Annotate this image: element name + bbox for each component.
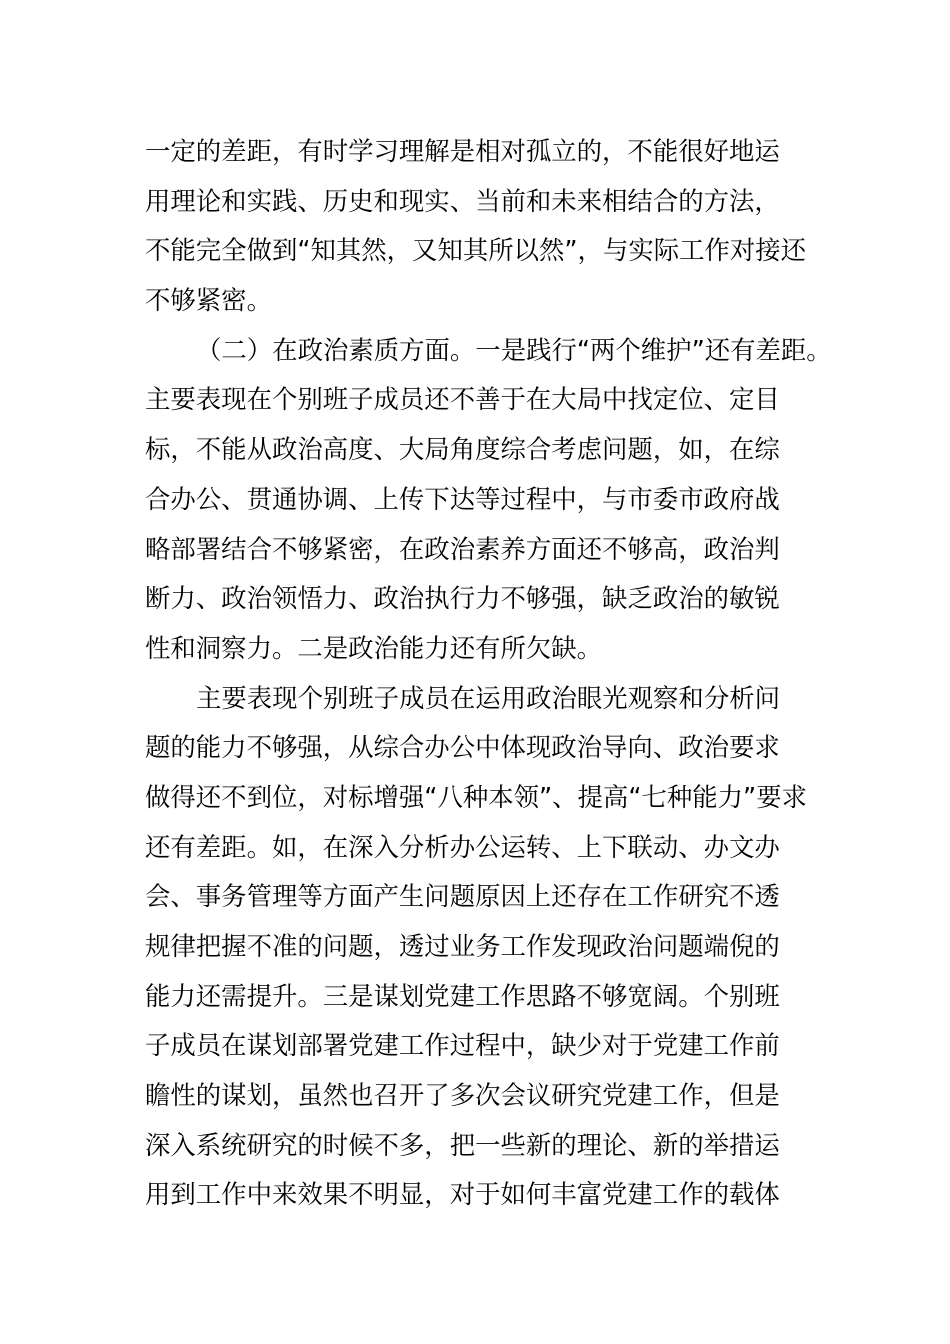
text-line: 合办公、贯通协调、上传下达等过程中，与市委市政府战 bbox=[145, 483, 780, 514]
document-body bbox=[145, 127, 832, 1220]
text-line: 能力还需提升。三是谋划党建工作思路不够宽阔。个别班 bbox=[145, 980, 780, 1011]
text-line: 瞻性的谋划，虽然也召开了多次会议研究党建工作，但是 bbox=[145, 1080, 780, 1111]
text-line: 用到工作中来效果不明显，对于如何丰富党建工作的载体 bbox=[145, 1179, 780, 1210]
text-line: 性和洞察力。二是政治能力还有所欠缺。 bbox=[145, 632, 603, 663]
text-line: （二）在政治素质方面。一是践行“两个维护”还有差距。 bbox=[196, 334, 832, 365]
text-line: 做得还不到位，对标增强“八种本领”、提高“七种能力”要求 bbox=[145, 781, 807, 812]
text-line: 用理论和实践、历史和现实、当前和未来相结合的方法， bbox=[145, 185, 780, 216]
text-line: 还有差距。如，在深入分析办公运转、上下联动、办文办 bbox=[145, 831, 780, 862]
text-line: 题的能力不够强，从综合办公中体现政治导向、政治要求 bbox=[145, 732, 780, 763]
text-line: 标，不能从政治高度、大局角度综合考虑问题，如，在综 bbox=[145, 434, 780, 465]
text-line: 会、事务管理等方面产生问题原因上还存在工作研究不透 bbox=[145, 881, 780, 912]
text-line: 深入系统研究的时候不多，把一些新的理论、新的举措运 bbox=[145, 1129, 780, 1160]
text-line: 断力、政治领悟力、政治执行力不够强，缺乏政治的敏锐 bbox=[145, 583, 780, 614]
text-line: 一定的差距，有时学习理解是相对孤立的，不能很好地运 bbox=[145, 136, 780, 166]
text-line: 主要表现个别班子成员在运用政治眼光观察和分析问 bbox=[196, 682, 780, 713]
text-line: 不够紧密。 bbox=[145, 285, 272, 316]
text-line: 主要表现在个别班子成员还不善于在大局中找定位、定目 bbox=[145, 384, 780, 415]
text-line: 规律把握不准的问题，透过业务工作发现政治问题端倪的 bbox=[145, 931, 780, 961]
text-line: 略部署结合不够紧密，在政治素养方面还不够高，政治判 bbox=[145, 533, 780, 564]
text-line: 子成员在谋划部署党建工作过程中，缺少对于党建工作前 bbox=[145, 1030, 780, 1061]
text-line: 不能完全做到“知其然，又知其所以然”，与实际工作对接还 bbox=[145, 235, 807, 266]
